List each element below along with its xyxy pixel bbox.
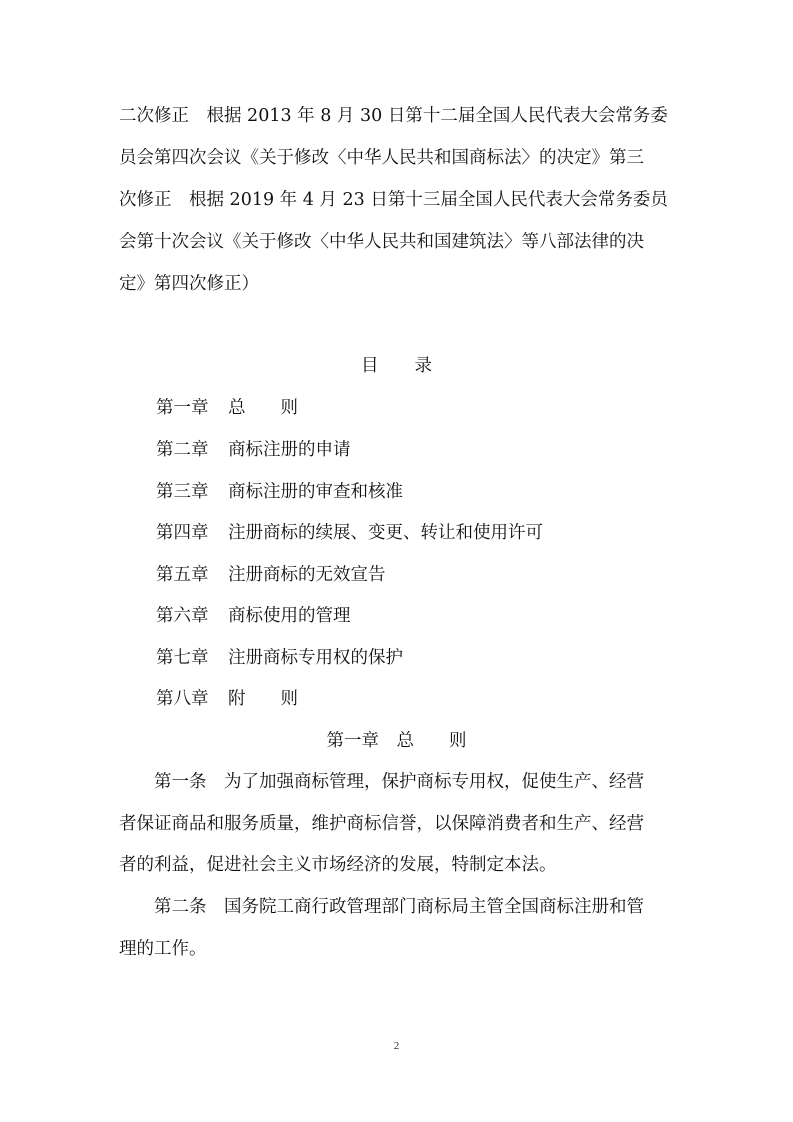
- article1-line-1: 第一条 为了加强商标管理，保护商标专用权，促使生产、经营: [119, 772, 644, 792]
- toc-item-title: 附 则: [228, 689, 298, 709]
- intro-line-1: 二次修正 根据 2013 年 8 月 30 日第十二届全国人民代表大会常务委: [119, 106, 668, 126]
- toc-item-number: 第七章: [156, 648, 209, 668]
- toc-item: [156, 480, 403, 504]
- toc-title-char-2: 录: [414, 356, 432, 376]
- intro-line-4: 会第十次会议《关于修改〈中华人民共和国建筑法〉等八部法律的决: [119, 232, 644, 252]
- toc-item-number: 第一章: [156, 398, 209, 418]
- toc-item-number: 第五章: [156, 565, 209, 585]
- toc-item-number: 第四章: [156, 523, 209, 543]
- toc-item: [156, 396, 298, 420]
- article1-line-2: 者保证商品和服务质量，维护商标信誉，以保障消费者和生产、经营: [119, 814, 644, 834]
- toc-item-number: 第三章: [156, 482, 209, 502]
- intro-line-2: 员会第四次会议《关于修改〈中华人民共和国商标法〉的决定》第三: [119, 148, 644, 168]
- intro-line-3: 次修正 根据 2019 年 4 月 23 日第十三届全国人民代表大会常务委员: [119, 190, 668, 210]
- intro-line-5: 定》第四次修正）: [119, 274, 259, 294]
- page-number: 2: [393, 1040, 400, 1052]
- chapter-heading: 第一章 总 则: [326, 731, 467, 751]
- toc-item-title: 注册商标专用权的保护: [228, 648, 403, 668]
- toc-item-title: 注册商标的续展、变更、转让和使用许可: [228, 523, 543, 543]
- article2-line-2: 理的工作。: [119, 939, 207, 959]
- article2-line-1: 第二条 国务院工商行政管理部门商标局主管全国商标注册和管: [119, 897, 644, 917]
- toc-item-title: 商标注册的审查和核准: [228, 482, 403, 502]
- article1-line-3: 者的利益，促进社会主义市场经济的发展，特制定本法。: [119, 855, 557, 875]
- toc-title-char-1: 目: [361, 356, 379, 376]
- toc-item-title: 商标使用的管理: [228, 606, 351, 626]
- toc-item: [156, 646, 403, 670]
- toc-item: [156, 438, 351, 462]
- toc-item-number: 第六章: [156, 606, 209, 626]
- toc-item: [156, 687, 298, 711]
- toc-item-title: 总 则: [228, 398, 298, 418]
- toc-item-number: 第二章: [156, 440, 209, 460]
- toc-item: [156, 604, 351, 628]
- toc-item: [156, 563, 386, 587]
- toc-item-title: 注册商标的无效宣告: [228, 565, 386, 585]
- toc-item-number: 第八章: [156, 689, 209, 709]
- toc-item: [156, 521, 543, 545]
- toc-item-title: 商标注册的申请: [228, 440, 351, 460]
- toc-title: [0, 354, 793, 378]
